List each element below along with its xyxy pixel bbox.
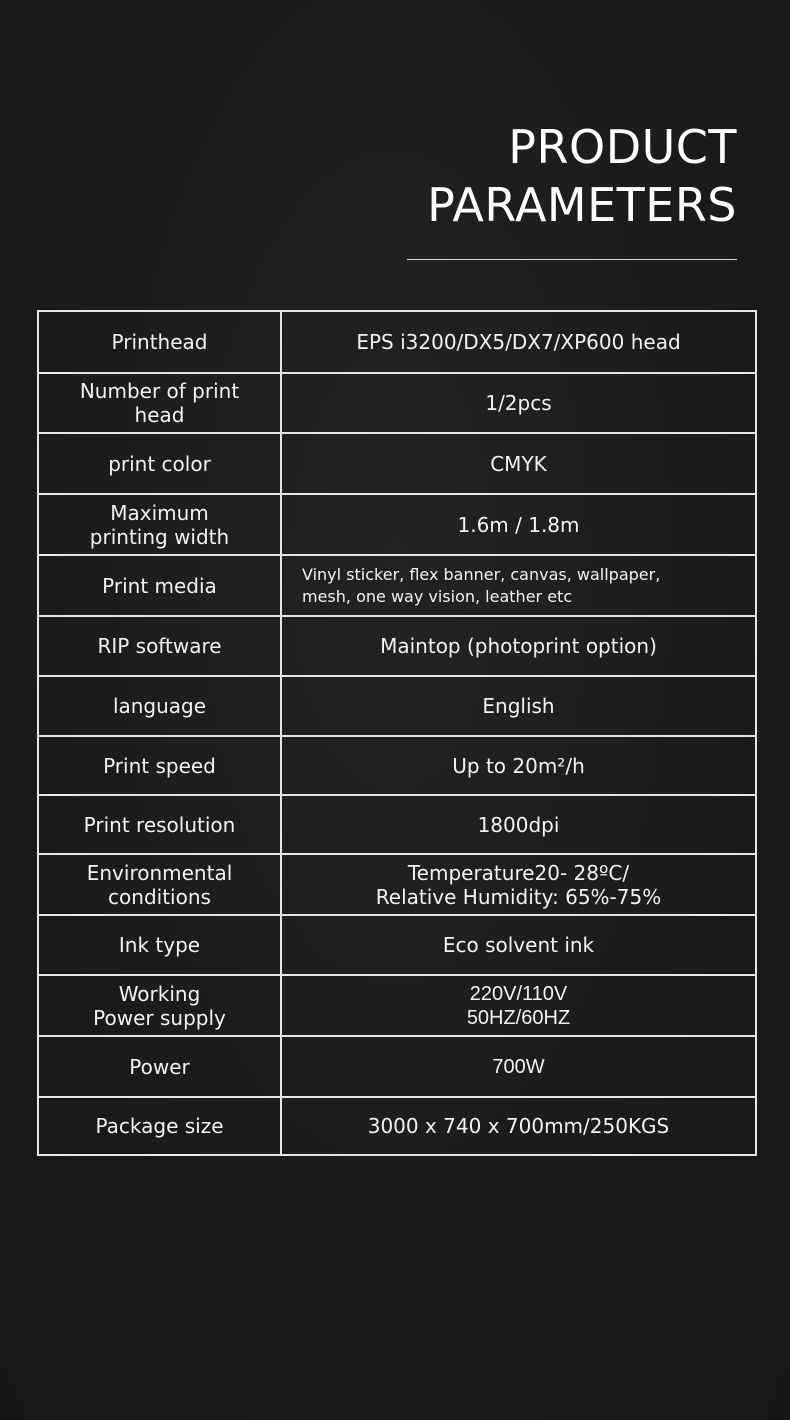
spec-row-print-head-count xyxy=(38,373,756,433)
spec-row-print-media xyxy=(38,555,756,616)
spec-label: Number of print head xyxy=(38,373,281,433)
spec-value: 220V/110V 50HZ/60HZ xyxy=(281,975,756,1036)
spec-value: CMYK xyxy=(281,433,756,494)
spec-value: 3000 x 740 x 700mm/250KGS xyxy=(281,1097,756,1155)
spec-row-power-supply xyxy=(38,975,756,1036)
spec-label: print color xyxy=(38,433,281,494)
spec-label: Maximum printing width xyxy=(38,494,281,555)
spec-label: Power xyxy=(38,1036,281,1097)
spec-row-printhead xyxy=(38,311,756,373)
spec-row-print-color xyxy=(38,433,756,494)
spec-row-print-resolution xyxy=(38,795,756,854)
spec-label: Printhead xyxy=(38,311,281,373)
spec-label: Package size xyxy=(38,1097,281,1155)
spec-value: 1/2pcs xyxy=(281,373,756,433)
spec-label: Print speed xyxy=(38,736,281,795)
spec-row-package-size xyxy=(38,1097,756,1155)
spec-table xyxy=(37,310,757,1156)
spec-value: 700W xyxy=(281,1036,756,1097)
page-title xyxy=(427,118,737,234)
spec-value: Temperature20- 28ºC/ Relative Humidity: 65%-75% xyxy=(281,854,756,915)
spec-value: English xyxy=(281,676,756,736)
spec-row-power xyxy=(38,1036,756,1097)
spec-value: 1.6m / 1.8m xyxy=(281,494,756,555)
spec-row-language xyxy=(38,676,756,736)
spec-value: Eco solvent ink xyxy=(281,915,756,975)
spec-value: Vinyl sticker, flex banner, canvas, wallpaper, mesh, one way vision, leather etc xyxy=(281,555,756,616)
background-area xyxy=(0,1160,790,1420)
title-divider xyxy=(407,259,737,260)
spec-label: RIP software xyxy=(38,616,281,676)
spec-row-printing-width xyxy=(38,494,756,555)
spec-value: Up to 20m²/h xyxy=(281,736,756,795)
spec-label: language xyxy=(38,676,281,736)
title-line-2: PARAMETERS xyxy=(427,178,737,232)
spec-row-ink-type xyxy=(38,915,756,975)
spec-row-environmental-conditions xyxy=(38,854,756,915)
spec-value: Maintop (photoprint option) xyxy=(281,616,756,676)
title-line-1: PRODUCT xyxy=(508,120,737,174)
spec-label: Print media xyxy=(38,555,281,616)
spec-label: Environmental conditions xyxy=(38,854,281,915)
spec-row-rip-software xyxy=(38,616,756,676)
spec-value: EPS i3200/DX5/DX7/XP600 head xyxy=(281,311,756,373)
spec-label: Working Power supply xyxy=(38,975,281,1036)
spec-label: Ink type xyxy=(38,915,281,975)
spec-row-print-speed xyxy=(38,736,756,795)
spec-label: Print resolution xyxy=(38,795,281,854)
spec-value: 1800dpi xyxy=(281,795,756,854)
